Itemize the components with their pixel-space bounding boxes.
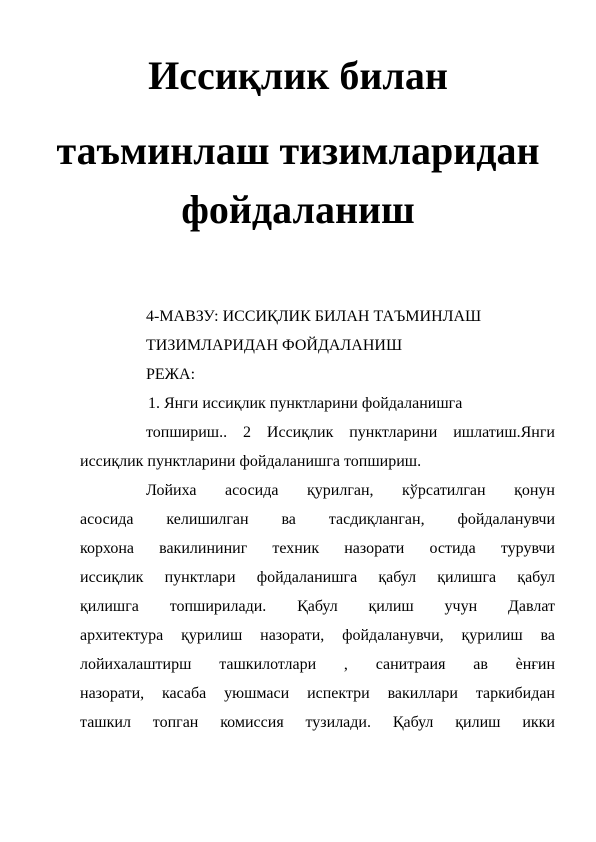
topic-heading-line-2: ТИЗИМЛАРИДАН ФОЙДАЛАНИШ [146, 337, 403, 354]
paragraph-line-1: Лойиха асосида қурилган, кўрсатилган қонун [146, 482, 555, 499]
paragraph-line-7: лойихалаштирш ташкилотлари , санитраия ав ѐнғин [80, 656, 555, 673]
plan-item-line-3: иссиқлик пунктларини фойдаланишга топшириш. [80, 453, 422, 470]
document-title-line-1: Иссиқлик билан [148, 53, 448, 98]
paragraph-line-9: ташкил топган комиссия тузилади. Қабул қилиш икки [80, 714, 555, 731]
paragraph-line-4: иссиқлик пунктлари фойдаланишга қабул қилишга қабул [80, 569, 555, 586]
paragraph-line-5: қилишга топширилади. Қабул қилиш учун Давлат [80, 598, 555, 615]
paragraph-line-2: асосида келишилган ва тасдиқланган, фойдаланувчи [80, 511, 555, 528]
paragraph-line-8: назорати, касаба уюшмаси испектри вакиллари таркибидан [80, 685, 555, 702]
plan-label: РЕЖА: [146, 366, 196, 383]
document-title-line-3: фойдаланиш [181, 187, 415, 232]
topic-heading-line-1: 4-МАВЗУ: ИССИҚЛИК БИЛАН ТАЪМИНЛАШ [146, 308, 482, 325]
paragraph-line-3: корхона вакилининиг техник назорати остида турувчи [80, 540, 555, 557]
document-body [80, 302, 555, 737]
plan-item-line-1: 1. Янги иссиқлик пунктларини фойдаланишга [148, 395, 463, 412]
paragraph-line-6: архитектура қурилиш назорати, фойдаланувчи, қурилиш ва [80, 627, 555, 644]
plan-item-line-2: топшириш.. 2 Иссиқлик пунктларини ишлатиш.Янги [146, 424, 555, 441]
document-title-line-2: таъминлаш тизимларидан [56, 128, 540, 173]
